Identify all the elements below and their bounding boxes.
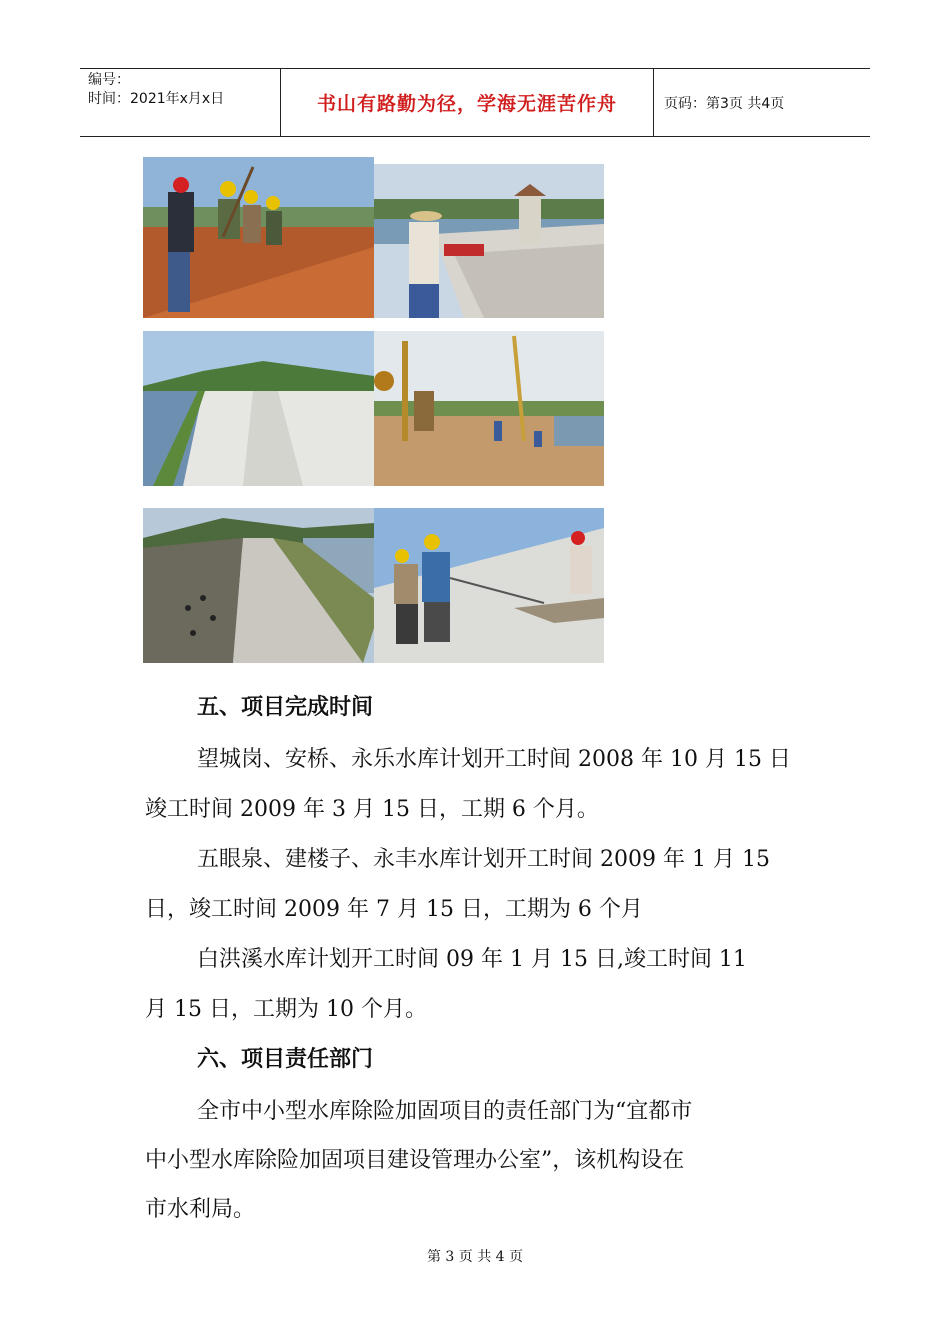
section5-paragraph3-line1: 白洪溪水库计划开工时间 09 年 1 月 15 日,竣工时间 11 xyxy=(197,947,747,972)
photo-workers-digging xyxy=(143,157,374,318)
section6-line1: 全市中小型水库除险加固项目的责任部门为“宜都市 xyxy=(197,1099,693,1124)
section5-paragraph1-line1: 望城岗、安桥、永乐水库计划开工时间 2008 年 10 月 15 日 xyxy=(197,747,791,772)
section6-line3: 市水利局。 xyxy=(145,1197,256,1222)
time-label: 时间：2021年x月x日 xyxy=(88,91,225,107)
section6-line2: 中小型水库除险加固项目建设管理办公室”，该机构设在 xyxy=(145,1148,685,1173)
header-page-info: 页码：第3页 共4页 xyxy=(664,95,785,112)
page-footer: 第 3 页 共 4 页 xyxy=(426,1249,524,1265)
header-motto: 书山有路勤为径，学海无涯苦作舟 xyxy=(281,69,654,136)
number-label: 编号： xyxy=(88,72,130,88)
section5-heading: 五、项目完成时间 xyxy=(197,695,374,720)
photo-pile-driver xyxy=(374,331,604,486)
section5-paragraph1-line2: 竣工时间 2009 年 3 月 15 日，工期 6 个月。 xyxy=(145,797,599,822)
photo-dam-workers-wide xyxy=(143,508,374,663)
section5-paragraph3-line2: 月 15 日，工期为 10 个月。 xyxy=(145,997,427,1022)
section5-paragraph2-line1: 五眼泉、建楼子、永丰水库计划开工时间 2009 年 1 月 15 xyxy=(197,847,770,872)
section5-paragraph2-line2: 日，竣工时间 2009 年 7 月 15 日，工期为 6 个月 xyxy=(145,897,643,922)
photo-worker-drilling xyxy=(374,164,604,318)
photo-workers-hauling xyxy=(374,508,604,663)
header-meta xyxy=(80,69,281,136)
section6-heading: 六、项目责任部门 xyxy=(197,1047,374,1072)
photo-dam-slope xyxy=(143,331,374,486)
page-header xyxy=(80,68,870,137)
